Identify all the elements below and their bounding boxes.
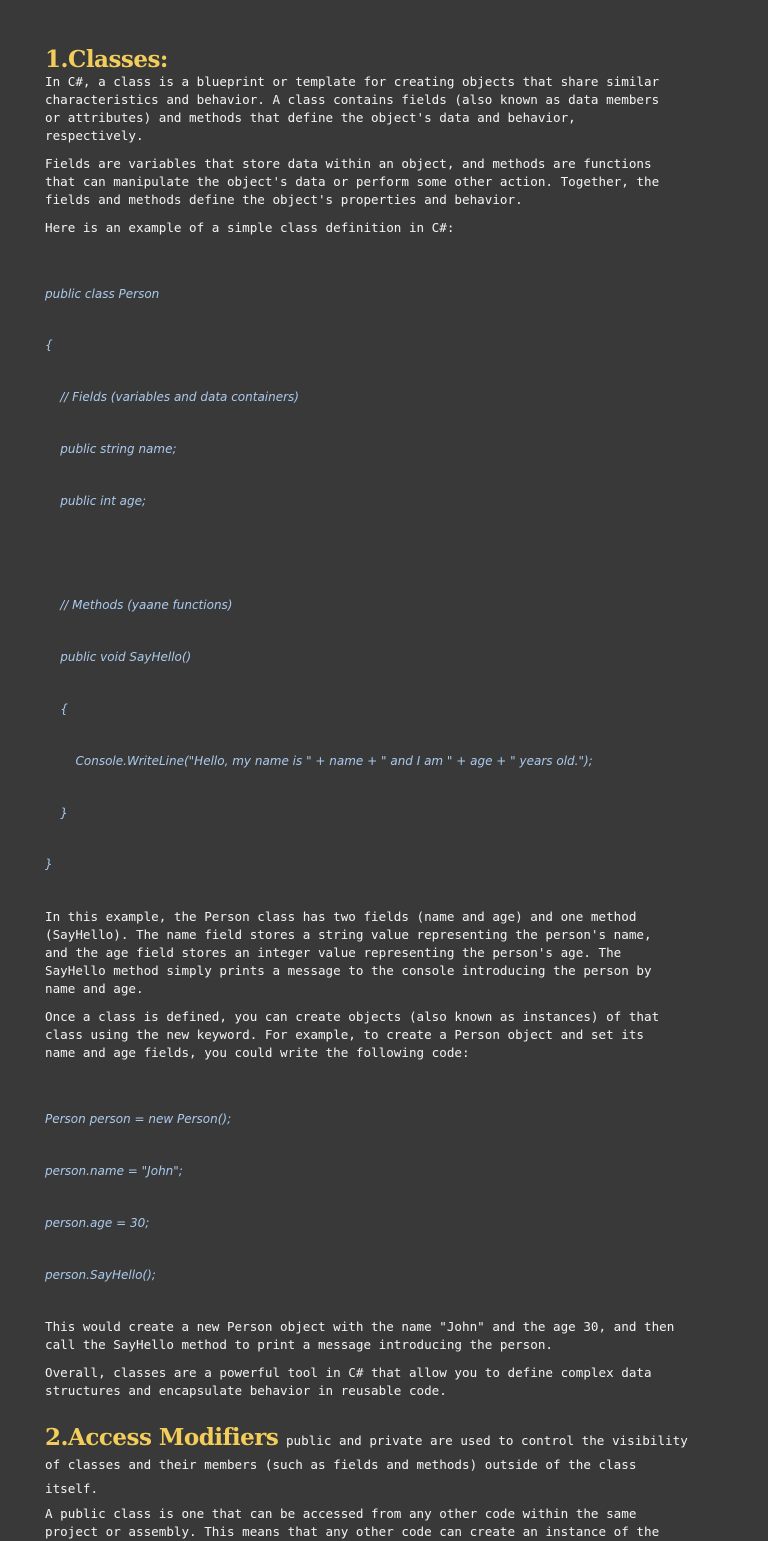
code-line: public string name; [45,442,177,457]
paragraph-object-creation: Once a class is defined, you can create objects (also known as instances) of that class using the new keyword. For example, to create a Person object and set its name and age fields, you could write the following code: [45,1009,660,1061]
section-heading-classes: 1.Classes: [45,46,168,73]
access-modifiers-intro-block [45,1426,723,1501]
code-line: Person person = new Person(); [45,1111,232,1126]
code-line: // Methods (yaane functions) [45,597,233,612]
code-line: // Fields (variables and data containers) [45,390,299,405]
code-line: public int age; [45,494,147,509]
paragraph-access-modifiers-intro: public and private are used to control the visibility of classes and their members (such as fields and methods) outside of the class itself. [45,1433,688,1497]
paragraph-classes-summary: Overall, classes are a powerful tool in C# that allow you to define complex data structures and encapsulate behavior in reusable code. [45,1365,652,1399]
code-line [45,545,723,562]
code-line: person.age = 30; [45,1215,150,1230]
paragraph-object-result: This would create a new Person object with the name "John" and the age 30, and then call the SayHello method to print a message introducing the person. [45,1319,675,1353]
code-block-class-definition [45,251,723,908]
code-line: } [45,857,53,872]
code-block-object-usage [45,1076,723,1318]
code-line: { [45,338,53,353]
code-line: { [45,701,68,716]
paragraph-class-definition: In C#, a class is a blueprint or template for creating objects that share similar characteristics and behavior. A class contains fields (also known as data members or attributes) and methods that define the object's data and behavior, respectively. [45,74,660,143]
code-line: person.name = "John"; [45,1163,183,1178]
paragraph-public-class: A public class is one that can be accessed from any other code within the same project or assembly. This means that any other code can create an instance of the [45,1506,660,1540]
section-heading-access-modifiers: 2.Access Modifiers [45,1424,279,1452]
code-line: } [45,805,68,820]
code-line: person.SayHello(); [45,1267,156,1282]
code-line: public class Person [45,286,160,301]
code-line: Console.WriteLine("Hello, my name is " + name + " and I am " + age + " years old."); [45,753,593,768]
paragraph-fields-methods: Fields are variables that store data within an object, and methods are functions that can manipulate the object's data or perform some other action. Together, the fields and methods define the object's properties and behavior. [45,156,660,207]
paragraph-example-intro: Here is an example of a simple class definition in C#: [45,220,455,235]
paragraph-example-explanation: In this example, the Person class has two fields (name and age) and one method (SayHello). The name field stores a string value representing the person's name, and the age field stores an integer value representing the person's age. The SayHello method simply prints a message to the console introducing the person by name and age. [45,909,652,997]
code-line: public void SayHello() [45,649,192,664]
